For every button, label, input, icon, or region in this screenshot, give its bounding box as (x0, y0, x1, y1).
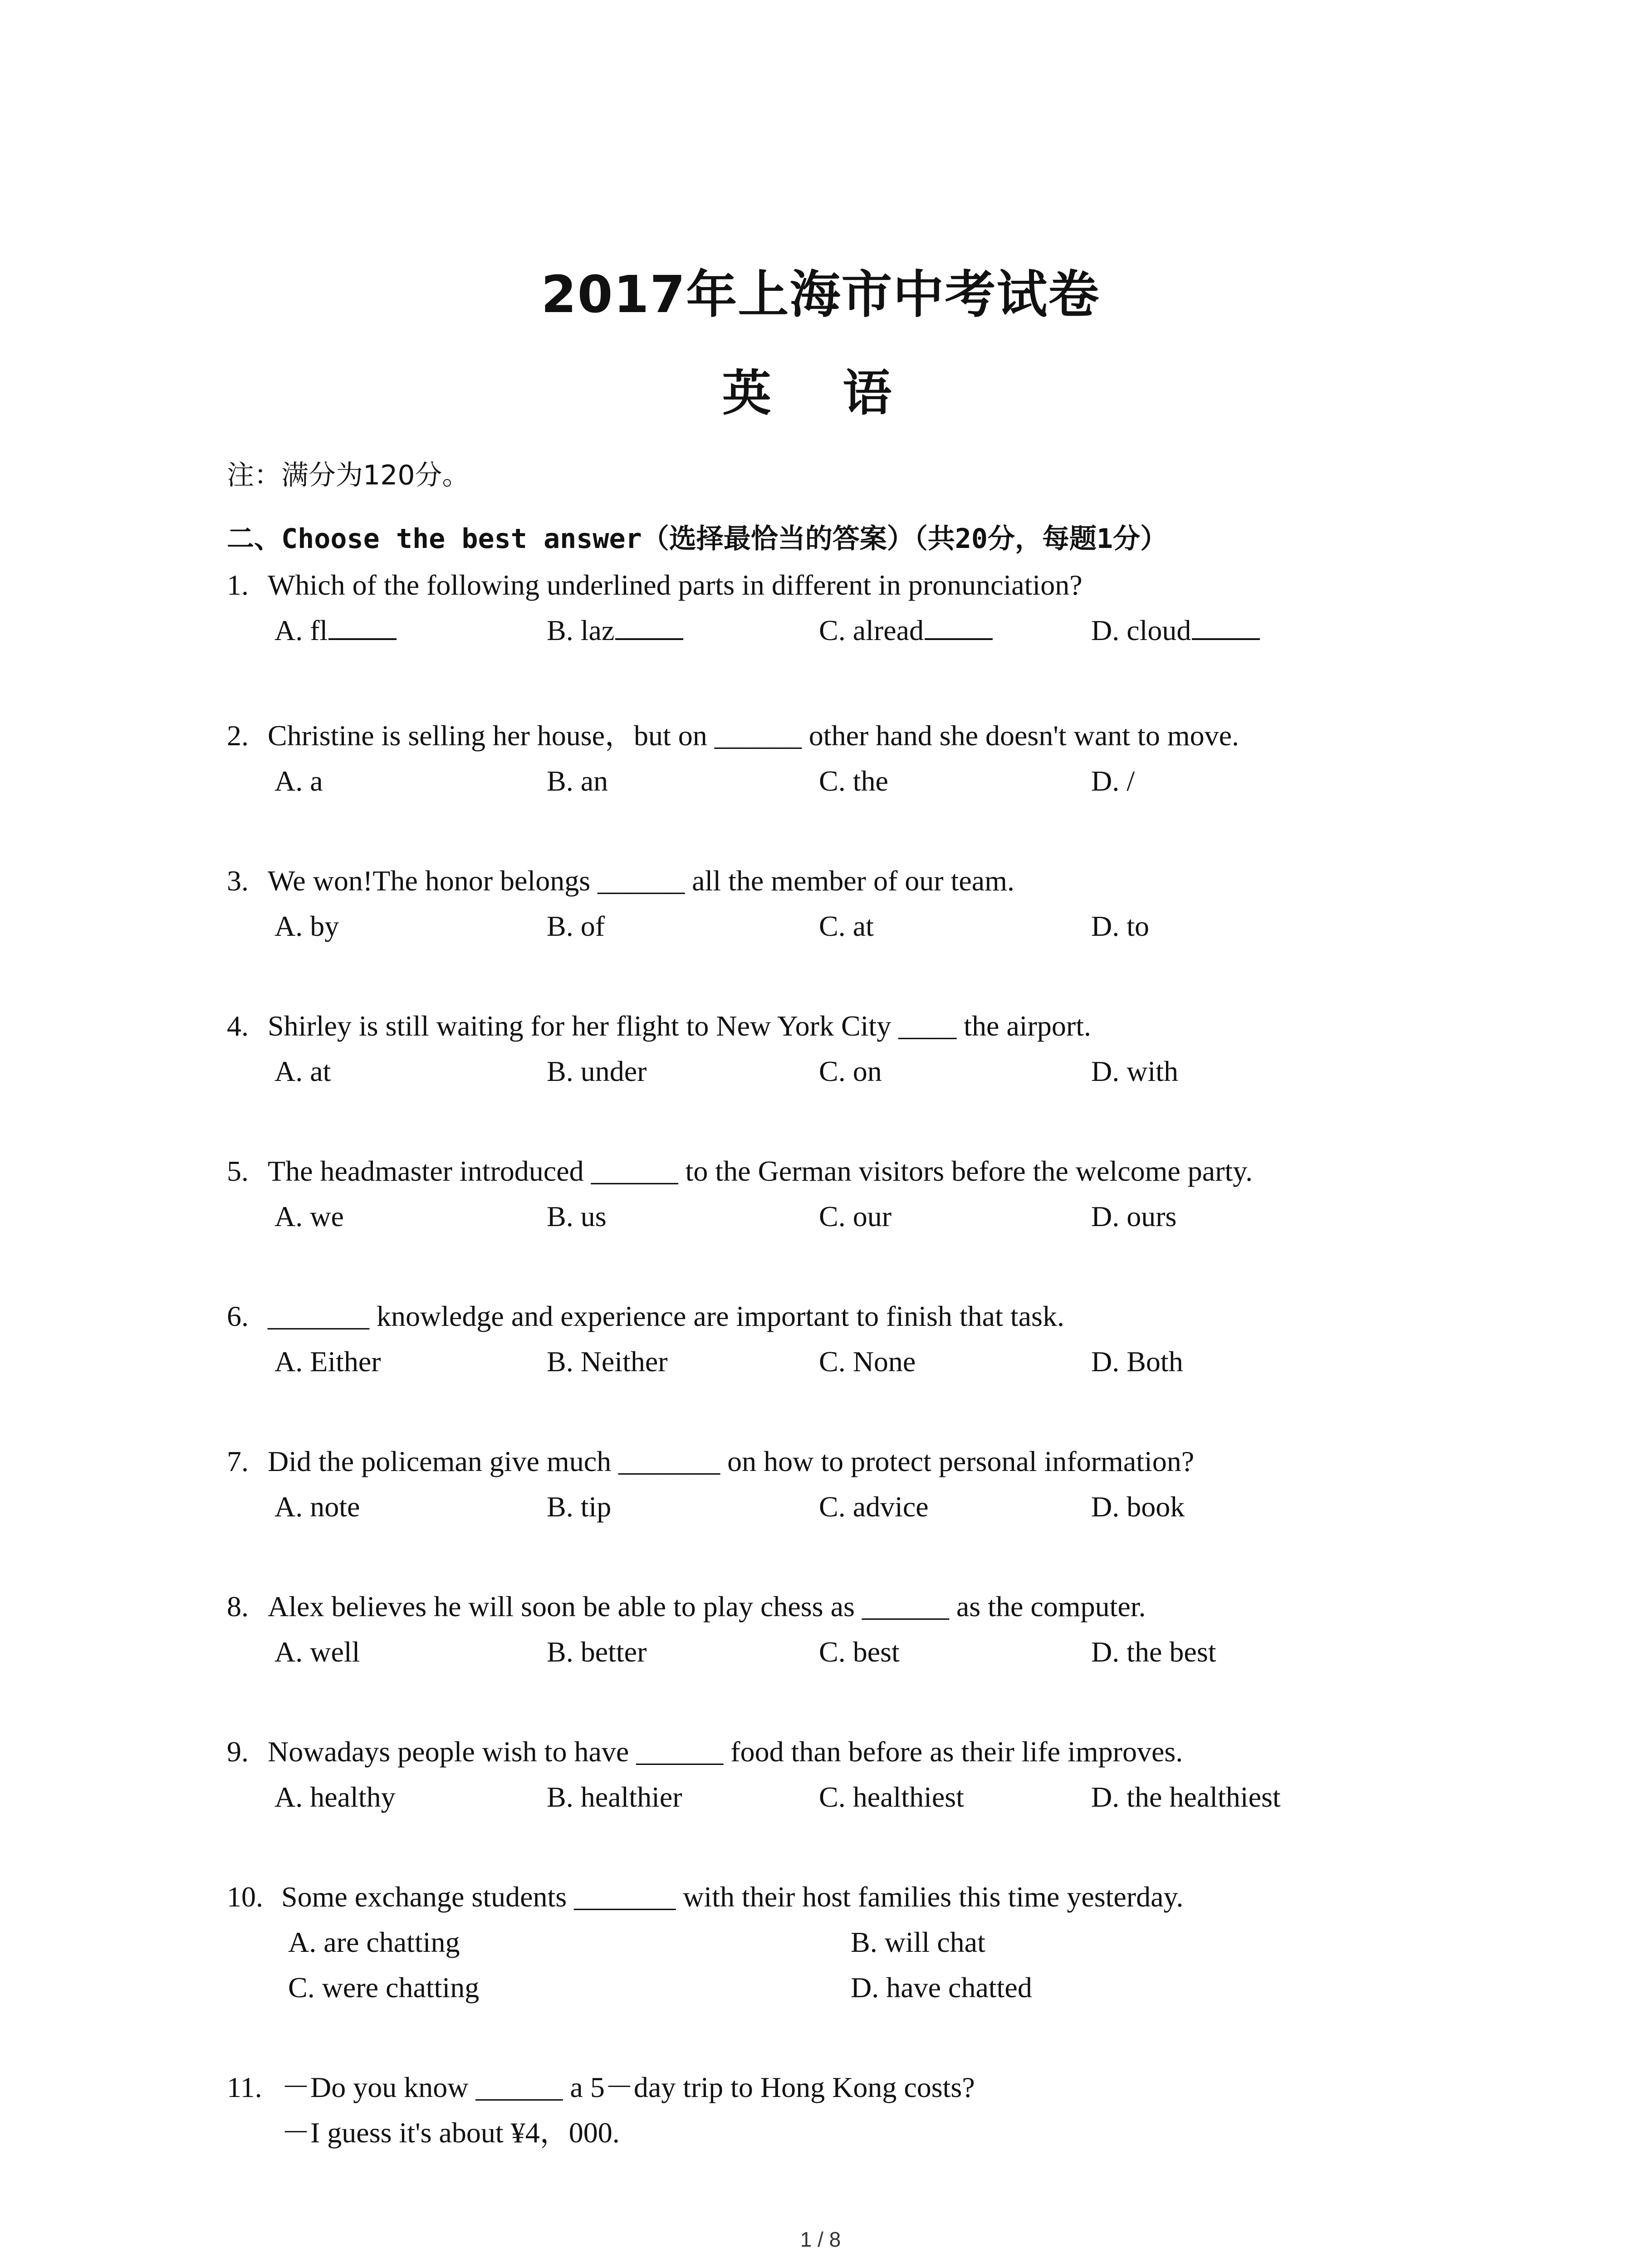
option-a: A. fl (274, 608, 397, 653)
question-2 (227, 713, 1588, 804)
question-11 (227, 2065, 1588, 2156)
option-c: C. healthiest (819, 1781, 964, 1813)
option-a: A. at (274, 1055, 331, 1087)
question-text: We won!The honor belongs ______ all the member of our team. (268, 865, 1014, 897)
question-number: 5. (227, 1155, 249, 1187)
question-text: Alex believes he will soon be able to play chess as ______ as the computer. (268, 1590, 1146, 1623)
option-d: D. to (1091, 910, 1149, 942)
question-6 (227, 1294, 1588, 1384)
option-row (227, 1920, 1588, 1965)
option-c: C. on (819, 1055, 882, 1087)
option-d: D. ours (1091, 1200, 1177, 1232)
option-d: D. / (1091, 765, 1135, 797)
dialog-reply: －I guess it's about ¥4，000. (281, 2116, 620, 2149)
option-a: A. note (274, 1491, 360, 1523)
question-number: 1. (227, 569, 249, 601)
option-row (227, 1484, 1588, 1530)
option-row (227, 1629, 1588, 1675)
page-number: 1 / 8 (800, 2228, 841, 2251)
question-text: Christine is selling her house，but on ______ other hand she doesn't want to move. (268, 719, 1239, 752)
option-row (227, 608, 1588, 653)
option-c: C. our (819, 1200, 892, 1232)
option-c: C. best (819, 1636, 900, 1668)
option-c: C. were chatting (288, 1971, 480, 2004)
question-1 (227, 562, 1588, 653)
exam-subject: 英 语 (722, 365, 919, 422)
question-text: Which of the following underlined parts in different in pronunciation? (268, 569, 1083, 601)
question-text: Some exchange students _______ with their host families this time yesterday. (281, 1881, 1184, 1913)
question-number: 7. (227, 1445, 249, 1477)
question-text: The headmaster introduced ______ to the German visitors before the welcome party. (268, 1155, 1253, 1187)
option-row (227, 1194, 1588, 1239)
option-b: B. under (547, 1055, 647, 1087)
option-b: B. Neither (547, 1345, 668, 1378)
exam-title: 2017年上海市中考试卷 (541, 265, 1100, 324)
question-10 (227, 1874, 1588, 2010)
option-a: A. are chatting (288, 1926, 460, 1958)
option-row (227, 758, 1588, 804)
question-number: 8. (227, 1590, 249, 1623)
option-c: C. advice (819, 1491, 929, 1523)
question-9 (227, 1729, 1588, 1820)
option-row (227, 1774, 1588, 1820)
question-number: 2. (227, 719, 249, 752)
option-row (227, 1049, 1588, 1094)
option-row (227, 1965, 1588, 2010)
question-7 (227, 1439, 1588, 1530)
option-b: B. will chat (851, 1926, 985, 1958)
option-b: B. healthier (547, 1781, 682, 1813)
option-d: D. the healthiest (1091, 1781, 1281, 1813)
option-a: A. Either (274, 1345, 381, 1378)
option-row (227, 1339, 1588, 1384)
question-text: Nowadays people wish to have ______ food than before as their life improves. (268, 1735, 1183, 1768)
option-c: C. None (819, 1345, 916, 1378)
question-number: 9. (227, 1735, 249, 1768)
option-d: D. have chatted (851, 1971, 1032, 2004)
option-b: B. better (547, 1636, 647, 1668)
option-d: D. Both (1091, 1345, 1183, 1378)
option-b: B. us (547, 1200, 607, 1232)
question-text: _______ knowledge and experience are important to finish that task. (268, 1300, 1064, 1332)
option-b: B. an (547, 765, 608, 797)
option-row (227, 904, 1588, 949)
option-a: A. healthy (274, 1781, 396, 1813)
question-number: 11. (227, 2071, 262, 2103)
section-heading: 二、Choose the best answer（选择最恰当的答案）（共20分，每题1分） (227, 523, 1168, 555)
question-number: 10. (227, 1881, 263, 1913)
option-d: D. the best (1091, 1636, 1216, 1668)
option-a: A. by (274, 910, 339, 942)
question-8 (227, 1584, 1588, 1675)
option-d: D. with (1091, 1055, 1178, 1087)
option-c: C. the (819, 765, 888, 797)
question-3 (227, 858, 1588, 949)
question-5 (227, 1149, 1588, 1239)
question-text: Shirley is still waiting for her flight to New York City ____ the airport. (268, 1010, 1091, 1042)
option-d: D. cloud (1091, 608, 1260, 653)
option-b: B. tip (547, 1491, 612, 1523)
question-number: 6. (227, 1300, 249, 1332)
question-number: 3. (227, 865, 249, 897)
option-d: D. book (1091, 1491, 1185, 1523)
option-c: C. alread (819, 608, 993, 653)
option-b: B. of (547, 910, 605, 942)
question-number: 4. (227, 1010, 249, 1042)
question-text: －Do you know ______ a 5－day trip to Hong Kong costs? (281, 2071, 975, 2103)
score-note: 注：满分为120分。 (227, 459, 470, 491)
option-a: A. we (274, 1200, 344, 1232)
option-c: C. at (819, 910, 874, 942)
question-4 (227, 1003, 1588, 1094)
option-a: A. well (274, 1636, 360, 1668)
question-text: Did the policeman give much _______ on how to protect personal information? (268, 1445, 1195, 1477)
option-b: B. laz (547, 608, 683, 653)
option-a: A. a (274, 765, 323, 797)
